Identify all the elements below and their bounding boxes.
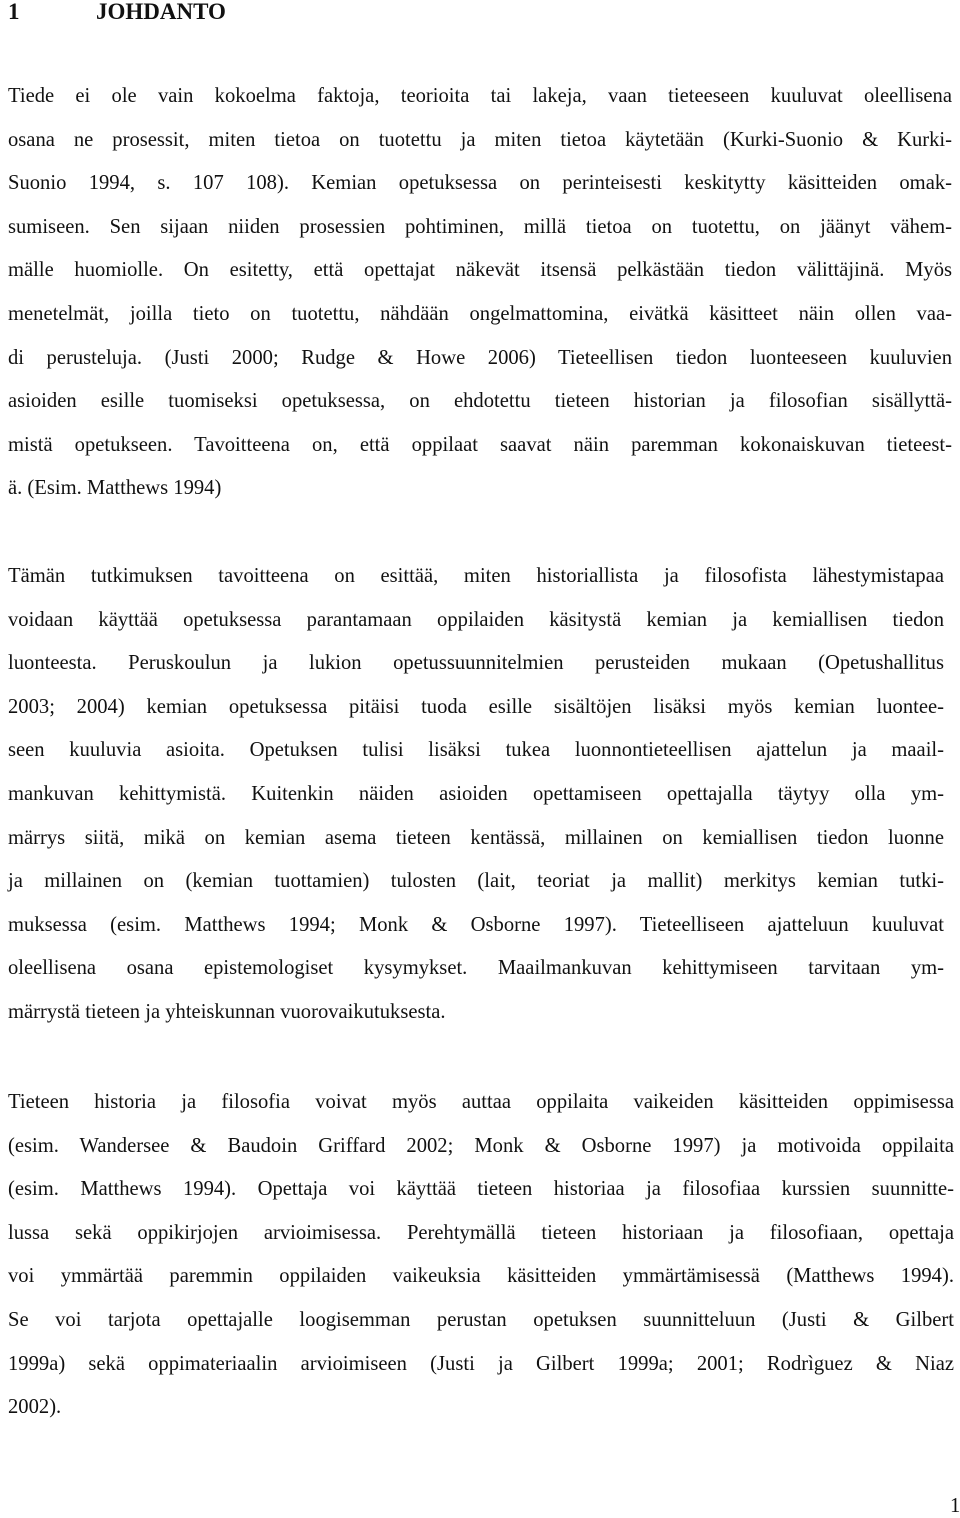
text-line: voi ymmärtää paremmin oppilaiden vaikeuksia käsitteiden ymmärtämisessä (Matthews 1994). xyxy=(8,1265,954,1288)
section-heading xyxy=(8,0,226,27)
text-line: voidaan käyttää opetuksessa parantamaan oppilaiden käsitystä kemian ja kemiallisen tiedon xyxy=(8,608,944,631)
text-line: Tieteen historia ja filosofia voivat myös auttaa oppilaita vaikeiden käsitteiden oppimisessa xyxy=(8,1091,954,1113)
text-line: (esim. Matthews 1994). Opettaja voi käyttää tieteen historiaa ja filosofiaa kurssien suunnitte- xyxy=(8,1178,954,1201)
text-line: Suonio 1994, s. 107 108). Kemian opetuksessa on perinteisesti keskitytty käsitteiden omak- xyxy=(8,172,952,195)
text-line: muksessa (esim. Matthews 1994; Monk & Osborne 1997). Tieteelliseen ajatteluun kuuluvat xyxy=(8,913,944,936)
text-line: di perusteluja. (Justi 2000; Rudge & Howe 2006) Tieteellisen tiedon luonteeseen kuuluvien xyxy=(8,346,952,369)
text-line: Se voi tarjota opettajalle loogisemman perustan opetuksen suunnitteluun (Justi & Gilbert xyxy=(8,1308,954,1331)
text-line: märrys siitä, mikä on kemian asema tieteen kentässä, millainen on kemiallisen tiedon luonne xyxy=(8,826,944,849)
paragraph-1 xyxy=(8,75,952,511)
text-line: luonteesta. Peruskoulun ja lukion opetussuunnitelmien perusteiden mukaan (Opetushallitus xyxy=(8,652,944,675)
text-line: (esim. Wandersee & Baudoin Griffard 2002; Monk & Osborne 1997) ja motivoida oppilaita xyxy=(8,1134,954,1157)
paragraph-3 xyxy=(8,1081,954,1430)
text-line: Tämän tutkimuksen tavoitteena on esittää, miten historiallista ja filosofista lähestymistapaa xyxy=(8,565,944,587)
text-line: lussa sekä oppikirjojen arvioimisessa. Perehtymällä tieteen historiaan ja filosofiaan, opettaja xyxy=(8,1221,954,1244)
text-line: sumiseen. Sen sijaan niiden prosessien pohtiminen, millä tietoa on tuotettu, on jäänyt vähem- xyxy=(8,215,952,238)
section-title: JOHDANTO xyxy=(96,0,226,24)
text-line: 2003; 2004) kemian opetuksessa pitäisi tuoda esille sisältöjen lisäksi myös kemian luontee- xyxy=(8,695,944,718)
text-line: oleellisena osana epistemologiset kysymykset. Maailmankuvan kehittymiseen tarvitaan ym- xyxy=(8,957,944,980)
text-line: märrystä tieteen ja yhteiskunnan vuorovaikutuksesta. xyxy=(8,1000,446,1023)
text-line: Tiede ei ole vain kokoelma faktoja, teorioita tai lakeja, vaan tieteeseen kuuluvat oleellisena xyxy=(8,85,952,107)
text-line: 2002). xyxy=(8,1396,62,1419)
text-line: seen kuuluvia asioita. Opetuksen tulisi lisäksi tukea luonnontieteellisen ajattelun ja maail- xyxy=(8,739,944,762)
text-line: 1999a) sekä oppimateriaalin arvioimiseen (Justi ja Gilbert 1999a; 2001; Rodrìguez & Niaz xyxy=(8,1352,954,1375)
text-line: menetelmät, joilla tieto on tuotettu, nähdään ongelmattomina, eivätkä käsitteet näin ollen vaa- xyxy=(8,302,952,325)
text-line: mistä opetukseen. Tavoitteena on, että oppilaat saavat näin paremman kokonaiskuvan tieteest- xyxy=(8,433,952,456)
text-line: mankuvan kehittymistä. Kuitenkin näiden asioiden opettamiseen opettajalla täytyy olla ym- xyxy=(8,782,944,805)
text-line: osana ne prosessit, miten tietoa on tuotettu ja miten tietoa käytetään (Kurki-Suonio & Kurki- xyxy=(8,128,952,151)
text-line: asioiden esille tuomiseksi opetuksessa, on ehdotettu tieteen historian ja filosofian sisällyttä- xyxy=(8,390,952,413)
text-line: mälle huomiolle. On esitetty, että opettajat näkevät itsensä pelkästään tiedon välittäjinä. Myös xyxy=(8,259,952,282)
paragraph-2 xyxy=(8,555,944,1035)
page-number: 1 xyxy=(950,1495,960,1517)
section-number: 1 xyxy=(8,0,20,24)
text-line: ä. (Esim. Matthews 1994) xyxy=(8,477,222,500)
text-line: ja millainen on (kemian tuottamien) tulosten (lait, teoriat ja mallit) merkitys kemian tutki- xyxy=(8,870,944,893)
